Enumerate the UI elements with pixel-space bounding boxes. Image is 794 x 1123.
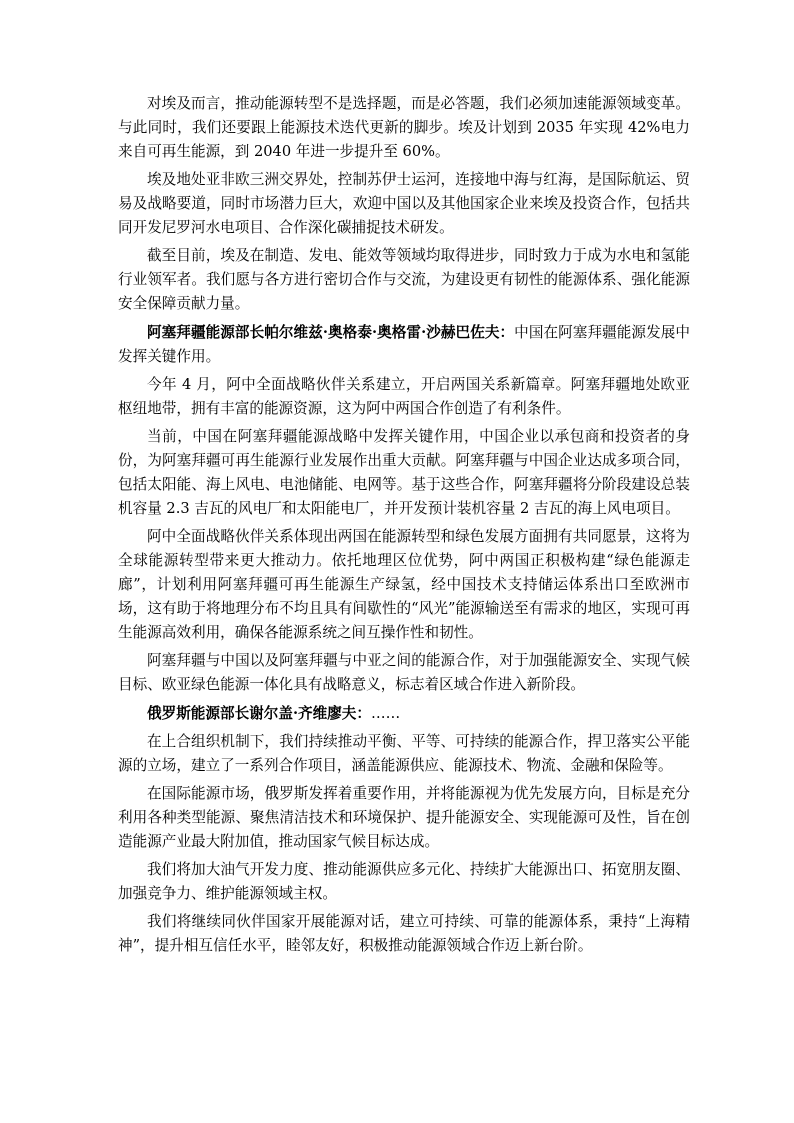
paragraph-11	[118, 782, 690, 854]
paragraph-text: 埃及地处亚非欧三洲交界处，控制苏伊士运河，连接地中海与红海，是国际航运、贸易及战略要道，同时市场潜力巨大，欢迎中国以及其他国家企业来埃及投资合作，包括共同开发尼罗河水电项目、合作深化碳捕捉技术研发。	[118, 171, 690, 237]
paragraph-text: 截至目前，埃及在制造、发电、能效等领域均取得进步，同时致力于成为水电和氢能行业领军者。我们愿与各方进行密切合作与交流，为建设更有韧性的能源体系、强化能源安全保障贡献力量。	[118, 247, 690, 313]
paragraph-text: 对埃及而言，推动能源转型不是选择题，而是必答题，我们必须加速能源领域变革。与此同时，我们还要跟上能源技术迭代更新的脚步。埃及计划到 2035 年实现 42%电力来自可再生能源，到 2040 年进一步提升至 60%。	[118, 95, 690, 160]
paragraph-text: 在上合组织机制下，我们持续推动平衡、平等、可持续的能源合作，捍卫落实公平能源的立场，建立了一系列合作项目，涵盖能源供应、能源技术、物流、金融和保险等。	[118, 732, 690, 774]
paragraph-text: 当前，中国在阿塞拜疆能源战略中发挥关键作用，中国企业以承包商和投资者的身份，为阿塞拜疆可再生能源行业发展作出重大贡献。阿塞拜疆与中国企业达成多项合同，包括太阳能、海上风电、电池储能、电网等。基于这些合作，阿塞拜疆将分阶段建设总装机容量 2.3 吉瓦的风电厂和太阳能电厂，并开发预计装机容量 2 吉瓦的海上风电项目。	[118, 427, 690, 517]
paragraph-13	[118, 910, 690, 958]
paragraph-2	[118, 168, 690, 240]
paragraph-text: 阿塞拜疆与中国以及阿塞拜疆与中亚之间的能源合作，对于加强能源安全、实现气候目标、欧亚绿色能源一体化具有战略意义，标志着区域合作进入新阶段。	[118, 652, 690, 694]
speaker-lead: 俄罗斯能源部长谢尔盖·齐维廖夫：	[147, 704, 371, 722]
paragraph-1	[118, 92, 690, 164]
paragraph-12	[118, 858, 690, 906]
paragraph-9	[118, 702, 690, 726]
paragraph-text: 阿中全面战略伙伴关系体现出两国在能源转型和绿色发展方面拥有共同愿景，这将为全球能源转型带来更大推动力。依托地理区位优势，阿中两国正积极构建“绿色能源走廊”，计划利用阿塞拜疆可再生能源生产绿氢，经中国技术支持储运体系出口至欧洲市场，这有助于将地理分布不均且具有间歇性的“风光”能源输送至有需求的地区，实现可再生能源高效利用，确保各能源系统之间互操作性和韧性。	[118, 528, 690, 642]
paragraph-text: 中国在阿塞拜疆能源发展中发挥关键作用。	[118, 323, 690, 365]
paragraph-text: 今年 4 月，阿中全面战略伙伴关系建立，开启两国关系新篇章。阿塞拜疆地处欧亚枢纽地带，拥有丰富的能源资源，这为阿中两国合作创造了有利条件。	[118, 375, 690, 417]
paragraph-text: 我们将继续同伙伴国家开展能源对话，建立可持续、可靠的能源体系，秉持“上海精神”，提升相互信任水平，睦邻友好，积极推动能源领域合作迈上新台阶。	[118, 913, 690, 955]
paragraph-6	[118, 425, 690, 521]
paragraph-text: 我们将加大油气开发力度、推动能源供应多元化、持续扩大能源出口、拓宽朋友圈、加强竞争力、维护能源领域主权。	[118, 861, 690, 903]
paragraph-5	[118, 373, 690, 421]
paragraph-text: 在国际能源市场，俄罗斯发挥着重要作用，并将能源视为优先发展方向，目标是充分利用各种类型能源、聚焦清洁技术和环境保护、提升能源安全、实现能源可及性，旨在创造能源产业最大附加值，推动国家气候目标达成。	[118, 784, 690, 850]
paragraph-10	[118, 730, 690, 778]
paragraph-8	[118, 649, 690, 697]
speaker-lead: 阿塞拜疆能源部长帕尔维兹·奥格泰·奥格雷·沙赫巴佐夫：	[147, 323, 515, 341]
document-body	[118, 92, 690, 962]
paragraph-7	[118, 525, 690, 645]
paragraph-text: ……	[371, 704, 401, 722]
paragraph-4	[118, 321, 690, 369]
paragraph-3	[118, 244, 690, 316]
